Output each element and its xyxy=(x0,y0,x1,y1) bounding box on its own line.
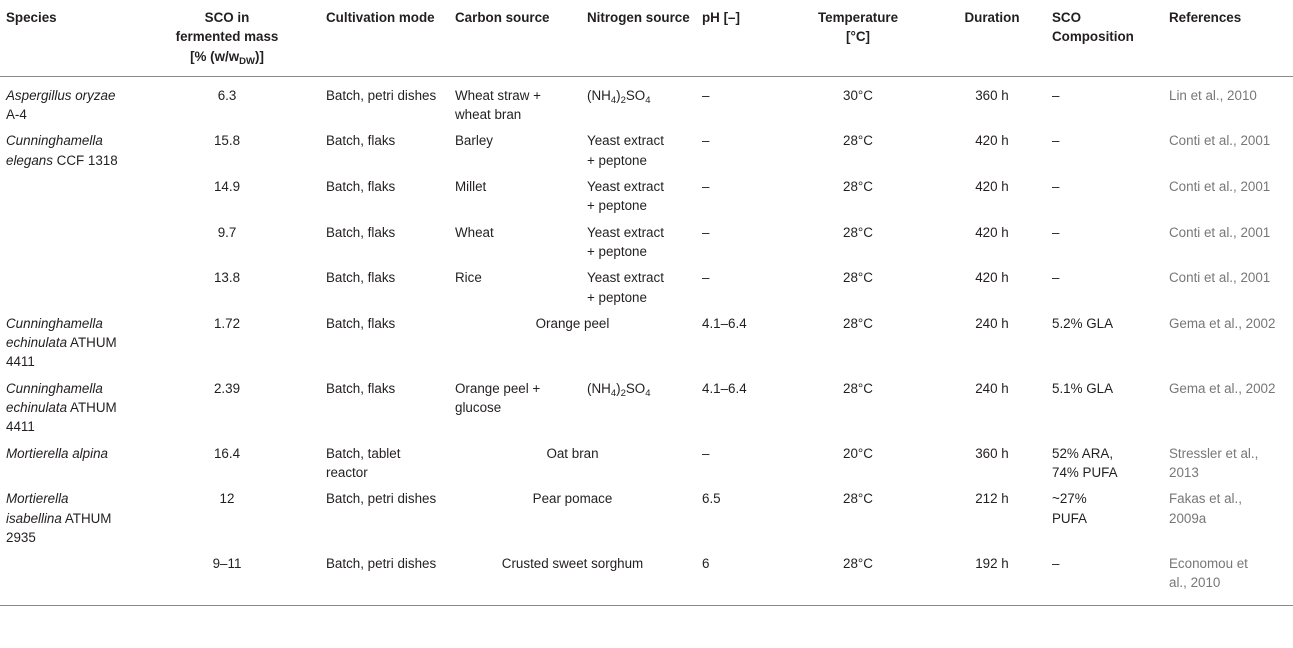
cell-cultivation: Batch, petri dishes xyxy=(326,87,437,103)
ammonium-sub1: 4 xyxy=(610,94,617,106)
cell-reference[interactable]: Conti et al., 2001 xyxy=(1169,270,1271,286)
cell-composition: – xyxy=(1052,87,1060,103)
cell-cultivation: Batch, flaks xyxy=(326,224,396,240)
header-temp-line2: [°C] xyxy=(846,29,870,45)
cell-ph: – xyxy=(702,179,710,195)
header-references: References xyxy=(1163,0,1293,76)
header-sco-line3-sub: DW xyxy=(239,55,255,67)
cell-ph: – xyxy=(702,224,710,240)
cell-composition: 5.1% GLA xyxy=(1052,380,1114,396)
cell-duration: 192 h xyxy=(938,550,1046,605)
header-sco-line1: SCO in xyxy=(204,10,250,25)
cell-species xyxy=(0,127,134,173)
cell-composition: – xyxy=(1052,270,1060,286)
species-strain: ATHUM 4411 xyxy=(6,400,117,435)
header-sco-line3-post: )] xyxy=(255,48,264,64)
ammonium-post: SO xyxy=(625,87,646,103)
cell-species xyxy=(0,485,134,550)
cell-cultivation: Batch, petri dishes xyxy=(326,491,437,507)
cell-reference[interactable]: Stressler et al., 2013 xyxy=(1169,445,1259,480)
table-row xyxy=(0,485,1293,550)
species-strain: A-4 xyxy=(6,107,27,123)
table-row xyxy=(0,127,1293,173)
cell-duration: 240 h xyxy=(975,315,1009,331)
cell-species xyxy=(0,375,134,440)
species-strain: ATHUM 4411 xyxy=(6,335,117,370)
cell-composition: ~27% PUFA xyxy=(1052,491,1087,526)
cell-reference[interactable]: Conti et al., 2001 xyxy=(1169,179,1271,195)
species-name: Mortierella alpina xyxy=(6,445,108,461)
ammonium-sub1: 4 xyxy=(610,387,617,399)
ammonium-sub3: 4 xyxy=(645,94,651,106)
table-row xyxy=(0,310,1293,375)
cell-cultivation: Batch, petri dishes xyxy=(320,550,449,605)
cell-duration: 360 h xyxy=(975,87,1009,103)
table-row xyxy=(0,375,1293,440)
cell-sco: 16.4 xyxy=(213,445,241,461)
cell-temperature: 28°C xyxy=(843,133,873,149)
cell-sco: 2.39 xyxy=(213,380,241,396)
cell-duration: 420 h xyxy=(975,224,1009,240)
species-strain: CCF 1318 xyxy=(56,152,118,168)
cell-temperature: 28°C xyxy=(843,315,873,331)
cell-temperature: 28°C xyxy=(843,179,873,195)
cell-ph: – xyxy=(702,133,710,149)
cell-composition: 52% ARA, 74% PUFA xyxy=(1052,445,1118,480)
header-cultivation: Cultivation mode xyxy=(320,0,449,76)
header-sco-line2: fermented mass xyxy=(175,29,279,45)
cell-species xyxy=(0,550,134,605)
cell-reference[interactable]: Conti et al., 2001 xyxy=(1169,224,1271,240)
species-name: Mortierella isabellina xyxy=(6,491,69,526)
cell-duration: 420 h xyxy=(975,179,1009,195)
cell-temperature: 28°C xyxy=(843,380,873,396)
header-carbon: Carbon source xyxy=(449,0,581,76)
header-sco xyxy=(134,0,320,76)
cell-sco: 13.8 xyxy=(213,270,241,286)
ammonium-pre: (NH xyxy=(587,87,611,103)
header-nitrogen: Nitrogen source xyxy=(581,0,696,76)
cell-duration: 360 h xyxy=(975,445,1009,461)
cell-carbon: Wheat straw + wheat bran xyxy=(455,87,541,123)
cell-nitrogen: Yeast extract + peptone xyxy=(587,224,664,259)
cell-duration: 212 h xyxy=(975,491,1009,507)
cell-carbon: Millet xyxy=(455,179,487,195)
species-strain: ATHUM 2935 xyxy=(6,510,112,545)
table-row xyxy=(0,173,1293,219)
cell-reference[interactable]: Conti et al., 2001 xyxy=(1169,133,1271,149)
header-species: Species xyxy=(0,0,134,76)
ammonium-pre: (NH xyxy=(587,380,611,396)
species-name: Aspergillus oryzae xyxy=(6,87,116,103)
cell-sco: 9.7 xyxy=(217,224,237,240)
cell-carbon: Wheat xyxy=(455,224,494,240)
cell-carbon-nitrogen: Orange peel xyxy=(535,315,610,331)
cell-reference[interactable]: Lin et al., 2010 xyxy=(1169,87,1257,103)
cell-nitrogen xyxy=(581,375,696,440)
cell-composition: – xyxy=(1052,224,1060,240)
cell-sco: 9–11 xyxy=(134,550,320,605)
header-row xyxy=(0,0,1293,76)
cell-species xyxy=(0,173,134,219)
cell-cultivation: Batch, tablet reactor xyxy=(326,445,401,480)
table-row xyxy=(0,76,1293,127)
cell-sco: 6.3 xyxy=(217,87,237,103)
cell-composition: – xyxy=(1046,550,1163,605)
cell-duration: 420 h xyxy=(975,270,1009,286)
header-duration: Duration xyxy=(938,0,1046,76)
cell-duration: 240 h xyxy=(975,380,1009,396)
header-temp-line1: Temperature xyxy=(817,10,899,25)
cell-nitrogen xyxy=(581,76,696,127)
header-temperature xyxy=(778,0,938,76)
cell-ph: 6.5 xyxy=(702,491,721,507)
cell-cultivation: Batch, flaks xyxy=(326,270,396,286)
table-row xyxy=(0,219,1293,265)
species-name: Cunninghamella echinulata xyxy=(6,380,103,416)
cell-temperature: 28°C xyxy=(843,270,873,286)
cell-ph: 4.1–6.4 xyxy=(702,315,747,331)
species-name: Cunninghamella elegans xyxy=(6,133,103,168)
cell-temperature: 20°C xyxy=(843,445,873,461)
ammonium-sub3: 4 xyxy=(645,387,651,399)
cell-reference[interactable]: Fakas et al., 2009a xyxy=(1169,491,1242,526)
cell-species xyxy=(0,76,134,127)
cell-reference[interactable]: Gema et al., 2002 xyxy=(1169,380,1276,396)
cell-carbon-nitrogen: Crusted sweet sorghum xyxy=(449,550,696,605)
cell-ph: – xyxy=(702,445,710,461)
table-row xyxy=(0,440,1293,486)
table-row xyxy=(0,550,1293,605)
table-row xyxy=(0,264,1293,310)
cell-cultivation: Batch, flaks xyxy=(326,315,396,331)
cell-temperature: 28°C xyxy=(843,224,873,240)
cell-ph: – xyxy=(702,87,710,103)
cell-temperature: 30°C xyxy=(843,87,873,103)
cell-reference[interactable]: Economou et al., 2010 xyxy=(1163,550,1293,605)
cell-sco: 14.9 xyxy=(213,179,241,195)
cell-carbon: Barley xyxy=(455,133,493,149)
cell-species xyxy=(0,264,134,310)
cell-carbon-nitrogen: Pear pomace xyxy=(532,491,613,507)
cell-duration: 420 h xyxy=(975,133,1009,149)
cell-species xyxy=(0,310,134,375)
cell-nitrogen: Yeast extract + peptone xyxy=(587,133,664,168)
cell-sco: 1.72 xyxy=(213,315,241,331)
cell-temperature: 28°C xyxy=(778,550,938,605)
ammonium-post: SO xyxy=(625,380,646,396)
cell-carbon: Orange peel + glucose xyxy=(455,380,541,416)
cell-ph: – xyxy=(702,270,710,286)
cell-species xyxy=(0,219,134,265)
cell-composition: – xyxy=(1052,179,1060,195)
cell-ph: 6 xyxy=(696,550,778,605)
cell-cultivation: Batch, flaks xyxy=(326,380,396,396)
header-ph: pH [–] xyxy=(696,0,778,76)
cell-reference[interactable]: Gema et al., 2002 xyxy=(1169,315,1276,331)
cell-ph: 4.1–6.4 xyxy=(702,380,747,396)
ammonium-sub2: 2 xyxy=(620,387,626,399)
cell-composition: 5.2% GLA xyxy=(1052,315,1114,331)
header-composition: SCO Composition xyxy=(1046,0,1163,76)
cell-carbon: Rice xyxy=(455,270,482,286)
cell-composition: – xyxy=(1052,133,1060,149)
cell-cultivation: Batch, flaks xyxy=(326,179,396,195)
cell-temperature: 28°C xyxy=(843,491,873,507)
cell-species xyxy=(0,440,134,486)
header-sco-line3-pre: [% (w/w xyxy=(190,48,240,64)
ammonium-mid: ) xyxy=(616,380,621,396)
species-name: Cunninghamella echinulata xyxy=(6,315,103,351)
ammonium-sub2: 2 xyxy=(620,94,626,106)
cell-carbon-nitrogen: Oat bran xyxy=(546,445,599,461)
ammonium-mid: ) xyxy=(616,87,621,103)
cell-nitrogen: Yeast extract + peptone xyxy=(587,179,664,214)
cell-nitrogen: Yeast extract + peptone xyxy=(587,270,664,305)
cell-sco: 12 xyxy=(219,491,235,507)
cell-sco: 15.8 xyxy=(213,133,241,149)
cell-cultivation: Batch, flaks xyxy=(326,133,396,149)
